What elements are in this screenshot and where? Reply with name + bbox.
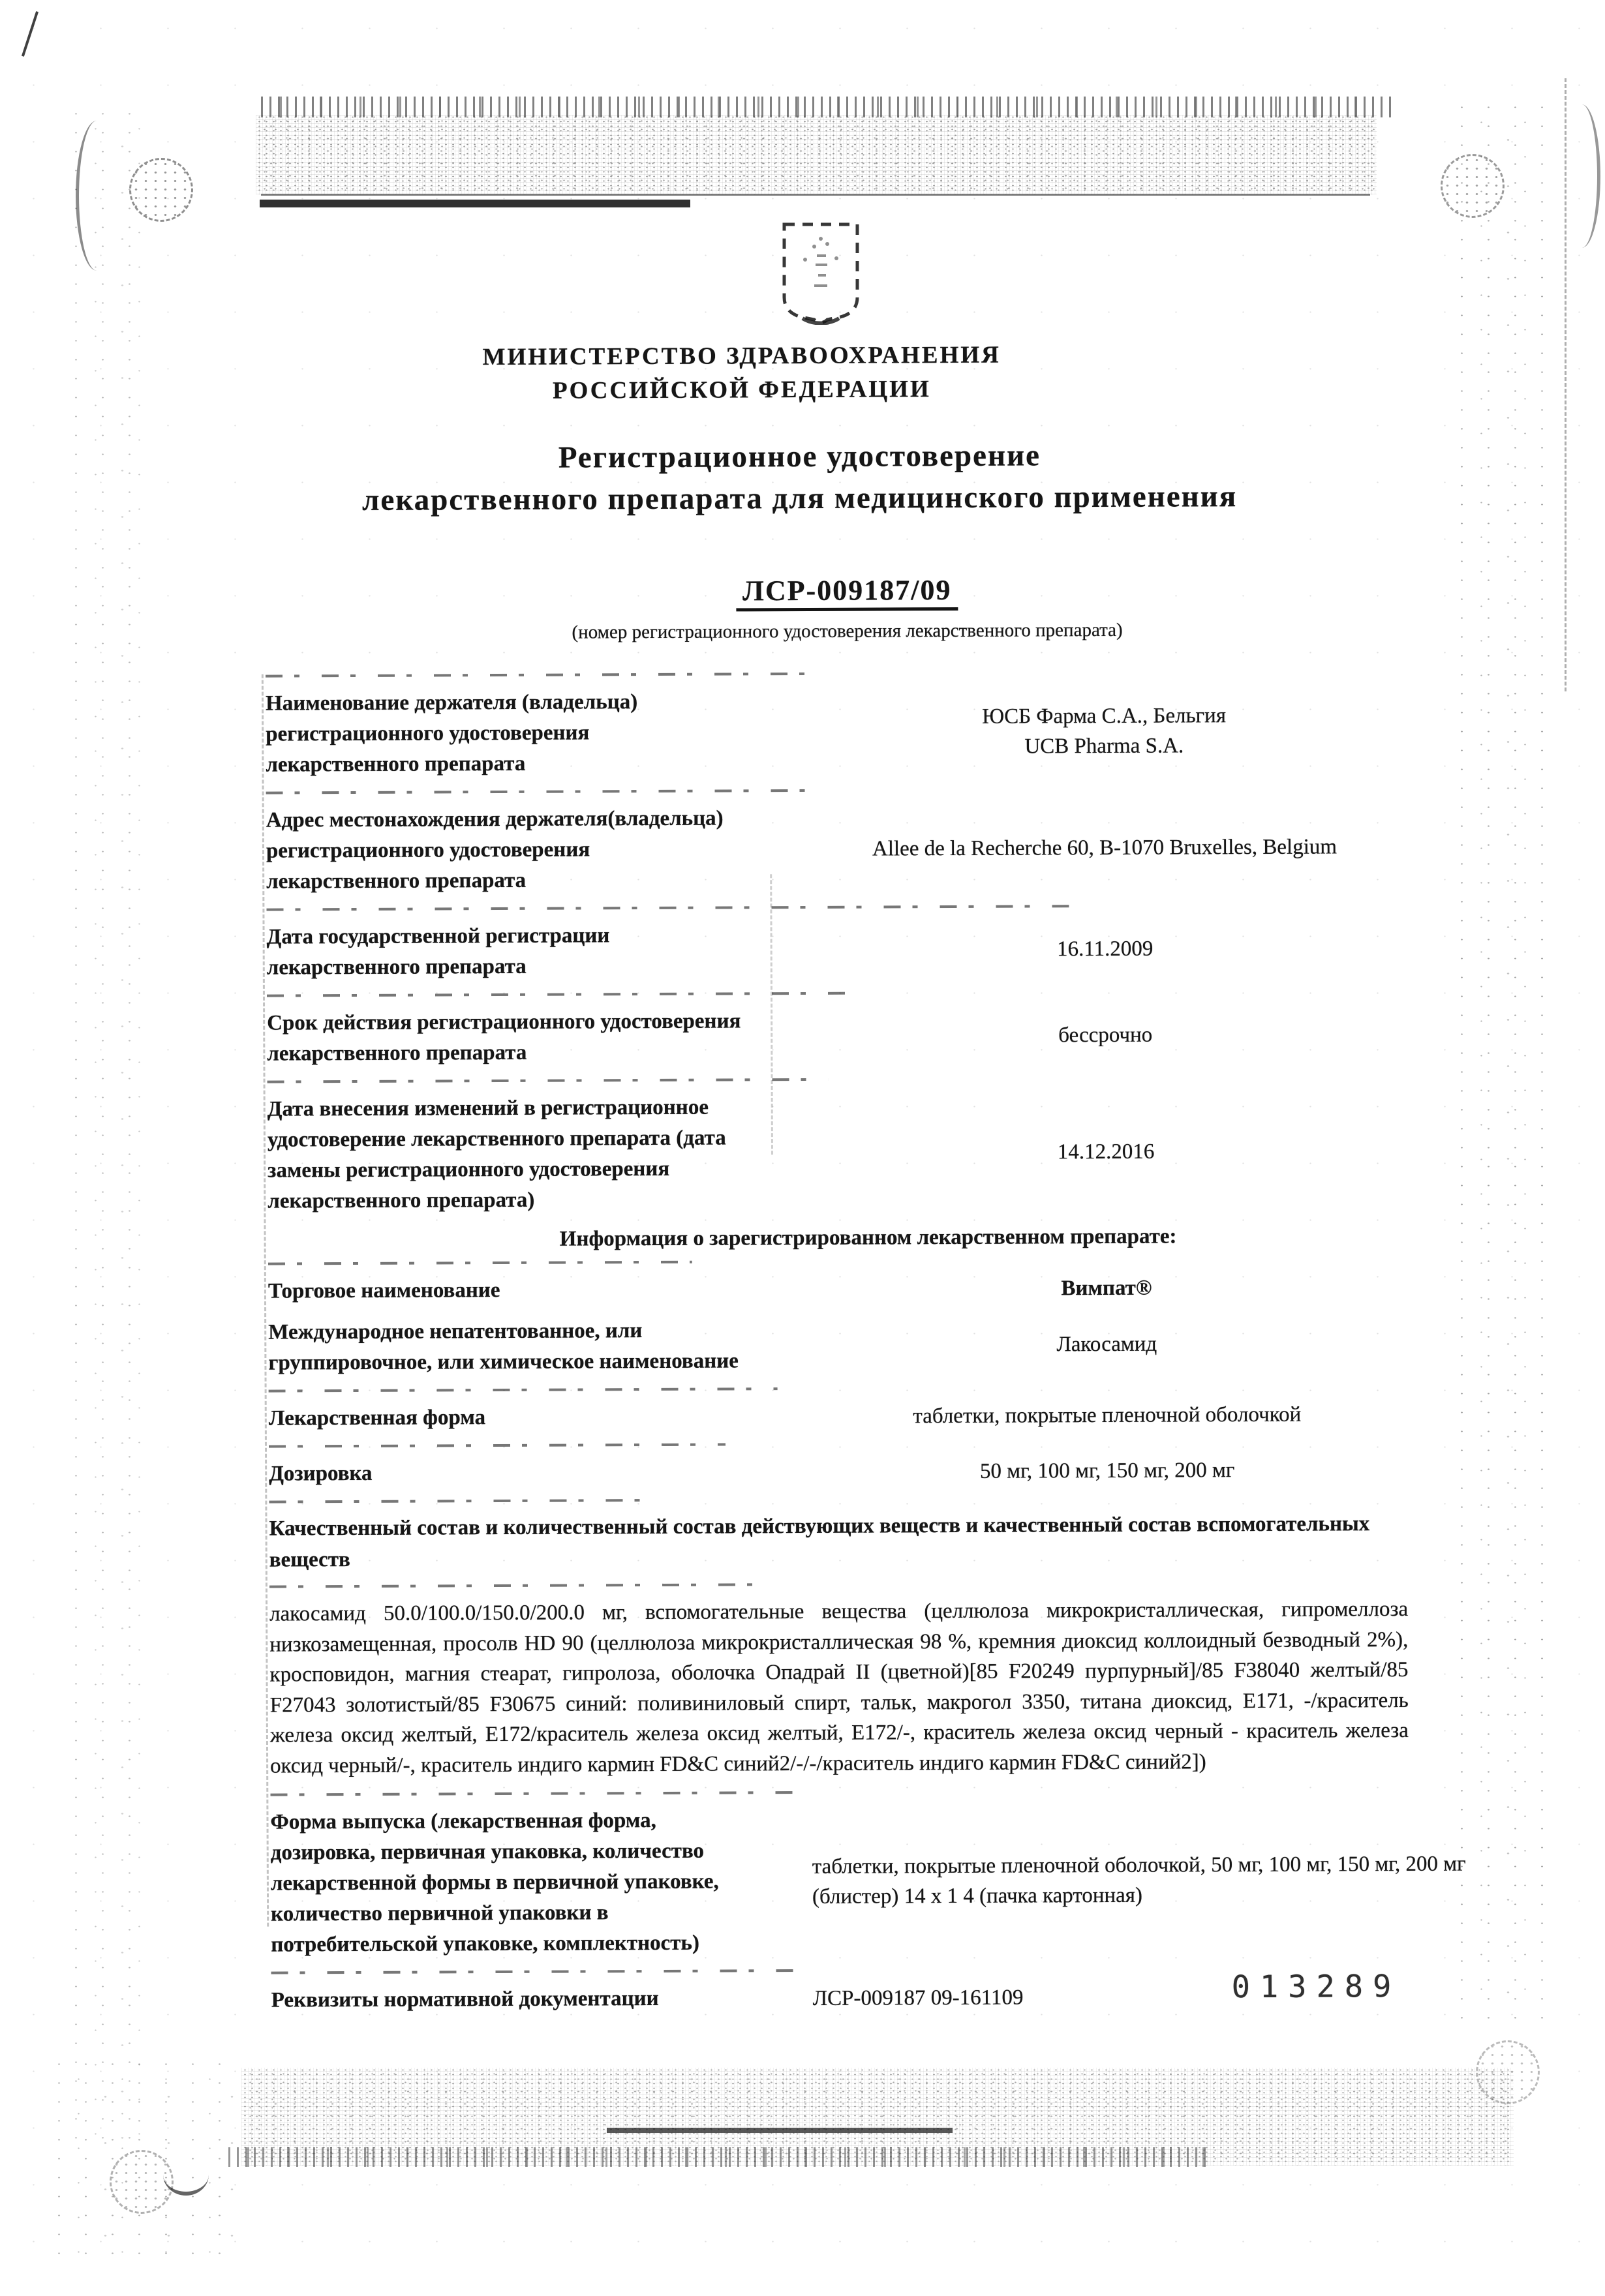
dashed-separator bbox=[266, 789, 814, 794]
field-value: Лакосамид bbox=[1056, 1332, 1157, 1357]
table-row bbox=[270, 1797, 1471, 1966]
field-label: Адрес местонахождения держателя(владельца) регистрационного удостоверения лекарственного препарата bbox=[266, 806, 724, 894]
dashed-separator bbox=[271, 1969, 800, 1974]
dashed-separator bbox=[268, 1261, 692, 1265]
field-label: Международное непатентованное, или группировочное, или химическое наименование bbox=[268, 1319, 739, 1375]
title-line-1: Регистрационное удостоверение bbox=[558, 438, 1041, 475]
table-row bbox=[268, 1307, 1469, 1384]
field-value: 50 мг, 100 мг, 150 мг, 200 мг bbox=[979, 1458, 1235, 1483]
table-row bbox=[269, 1449, 1469, 1495]
field-label: Наименование держателя (владельца) регистрационного удостоверения лекарственного препарата bbox=[265, 690, 638, 777]
field-value: Вимпат® bbox=[1061, 1276, 1152, 1300]
document-title bbox=[0, 432, 1602, 523]
composition-text: лакосамид 50.0/100.0/150.0/200.0 мг, вспомогательные вещества (целлюлоза микрокристаллическая, гипромеллоза низкозамещенная, просолв HD 90 (целлюлоза микрокристаллическая 98 %, кремния диоксид коллоидный безводный 2%), кросповидон, магния стеарат, гипролоза, оболочка Опадрай II (цветной)[85 F20249 пурпурный]/85 F38040 желтый/85 F27043 золотистый/85 F30675 синий: поливиниловый спирт, тальк, макрогол 3350, титана диоксид, Е171, -/краситель железа оксид желтый, Е172/краситель железа оксид желтый, Е172/-, краситель железа оксид черный - краситель железа оксид черный/-, краситель индиго кармин FD&C синий2/-/-/краситель индиго кармин FD&C синий2]) bbox=[269, 1597, 1409, 1778]
registration-number: ЛСР-009187/09 bbox=[44, 570, 1605, 611]
field-value: бессрочно bbox=[1058, 1023, 1153, 1048]
composition-label: Качественный состав и количественный состав действующих веществ и качественный состав вспомогательных веществ bbox=[269, 1512, 1370, 1572]
ministry-line-2: РОССИЙСКОЙ ФЕДЕРАЦИИ bbox=[553, 376, 931, 404]
dashed-separator bbox=[269, 1387, 778, 1392]
field-value: ЛСР-009187 09-161109 bbox=[812, 1986, 1024, 2010]
registration-number-caption: (номер регистрационного удостоверения лекарственного препарата) bbox=[572, 619, 1123, 643]
dashed-separator bbox=[270, 1791, 799, 1796]
dashed-separator bbox=[267, 992, 854, 997]
field-label: Дата государственной регистрации лекарственного препарата bbox=[266, 924, 610, 980]
serial-number: 013289 bbox=[1231, 1969, 1401, 2006]
dashed-separator bbox=[266, 672, 827, 678]
field-label: Срок действия регистрационного удостоверения лекарственного препарата bbox=[267, 1009, 741, 1066]
table-row bbox=[266, 678, 1467, 786]
table-row bbox=[268, 1084, 1469, 1222]
table-row bbox=[268, 1266, 1469, 1312]
field-value: таблетки, покрытые пленочной оболочкой, 50 мг, 100 мг, 150 мг, 200 мг (блистер) 14 х 1 4 (пачка картонная) bbox=[812, 1852, 1466, 1909]
dashed-separator bbox=[269, 1499, 647, 1503]
dashed-separator bbox=[269, 1443, 726, 1448]
field-label: Дата внесения изменений в регистрационное удостоверение лекарственного препарата (дата замены регистрационного удостоверения лекарственного препарата) bbox=[267, 1095, 726, 1213]
ministry-heading bbox=[0, 336, 1544, 411]
certificate-table bbox=[266, 664, 1472, 2021]
table-row bbox=[266, 912, 1467, 989]
field-label: Лекарственная форма bbox=[268, 1406, 486, 1430]
field-label: Реквизиты нормативной документации bbox=[271, 1986, 659, 2012]
table-row bbox=[267, 998, 1467, 1075]
dashed-separator bbox=[266, 905, 1069, 911]
info-heading: Информация о зарегистрированном лекарственном препарате: bbox=[559, 1224, 1177, 1251]
title-line-2: лекарственного препарата для медицинского применения bbox=[361, 479, 1238, 517]
table-row bbox=[266, 795, 1467, 903]
field-value: Allee de la Recherche 60, B-1070 Bruxelles, Belgium bbox=[872, 834, 1338, 861]
field-value: 14.12.2016 bbox=[1057, 1140, 1155, 1164]
field-value: таблетки, покрытые пленочной оболочкой bbox=[913, 1402, 1302, 1428]
field-value: 16.11.2009 bbox=[1056, 937, 1154, 961]
dashed-separator bbox=[268, 1078, 829, 1083]
field-label: Дозировка bbox=[269, 1461, 373, 1486]
field-value: ЮСБ Фарма С.А., Бельгия UCB Pharma S.A. bbox=[982, 703, 1227, 759]
table-row bbox=[269, 1393, 1469, 1440]
field-label: Торговое наименование bbox=[268, 1278, 500, 1303]
dashed-separator bbox=[269, 1583, 765, 1588]
field-label: Форма выпуска (лекарственная форма, дозировка, первичная упаковка, количество лекарственной формы в первичной упаковке, количество первичной упаковки в потребительской упаковке, комплектность) bbox=[270, 1808, 719, 1957]
ministry-line-1: МИНИСТЕРСТВО ЗДРАВООХРАНЕНИЯ bbox=[482, 341, 1001, 371]
